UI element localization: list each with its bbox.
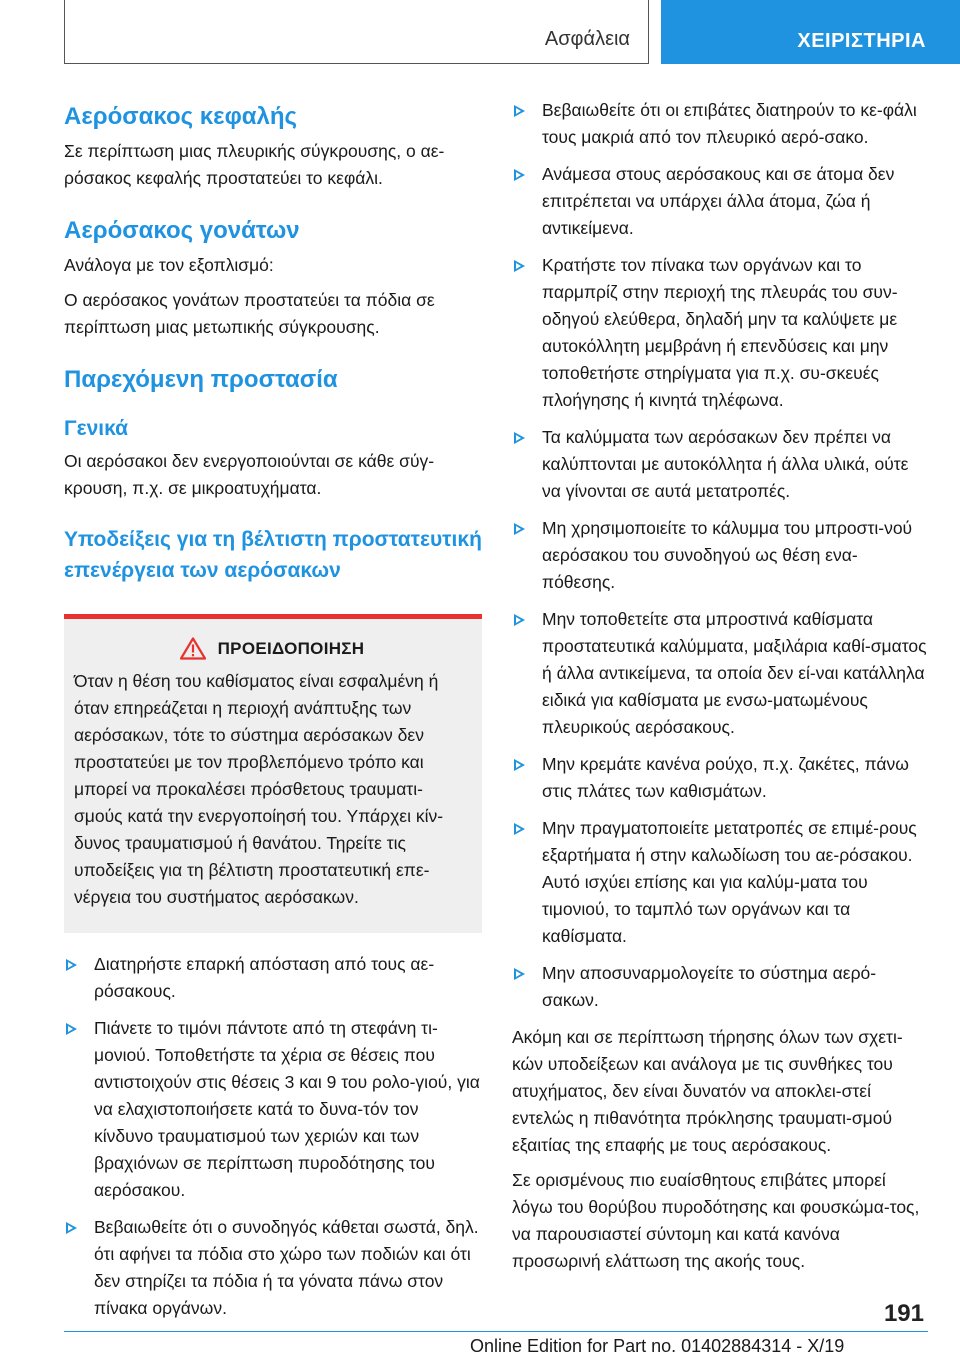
right-column xyxy=(512,97,928,1283)
paragraph-hearing: Σε ορισμένους πιο ευαίσθητους επιβάτες μπορεί λόγω του θορύβου πυροδότησης και φουσκώμα‐τος, να παρουσιαστεί σύντομη και κατά κανόνα προσωρινή ελάττωση της ακοής τους. xyxy=(512,1170,920,1271)
bullet-triangle-icon xyxy=(514,523,525,535)
list-item: Μην τοποθετείτε στα μπροστινά καθίσματα προστατευτικά καλύμματα, μαξιλάρια καθί‐σματος ή άλλα αντικείμενα, τα οποία δεν εί‐ναι κατάλληλα ειδικά για καθίσματα με ενσω‐ματωμένους πλευρικούς αερόσακους. xyxy=(512,606,928,741)
bullet-triangle-icon xyxy=(66,1222,77,1234)
warning-text: Όταν η θέση του καθίσματος είναι εσφαλμένη ή όταν επηρεάζεται η περιοχή ανάπτυξης των αερόσακων, τότε το σύστημα αερόσακων δεν προστατεύει με τον προβλεπόμενο τρόπο και μπορεί να προκαλέσει πρόσθετους τραυματι‐σμούς κατά την ενεργοποίησή του. Υπάρχει κίν‐δυνος τραυματισμού ή θανάτου. Τηρείτε τις υποδείξεις για τη βέλτιστη προστατευτική επε‐νέργεια του συστήματος αερόσακων. xyxy=(74,671,444,907)
paragraph-knee-airbag: Ο αερόσακος γονάτων προστατεύει τα πόδια σε περίπτωση μιας μετωπικής σύγκρουσης. xyxy=(64,290,435,337)
bullet-triangle-icon xyxy=(514,823,525,835)
bullet-triangle-icon xyxy=(514,260,525,272)
heading-tips: Υποδείξεις για τη βέλτιστη προστατευτική επενέργεια των αερόσακων xyxy=(64,528,482,582)
bullet-triangle-icon xyxy=(514,968,525,980)
paragraph-residual-risk: Ακόμη και σε περίπτωση τήρησης όλων των σχετι‐κών υποδείξεων και ανάλογα με τις συνθήκες του ατυχήματος, δεν είναι δυνατόν να αποκλει‐στεί εντελώς η πιθανότητα πρόκλησης τραυματι‐σμού εξαιτίας της επαφής με τους αερόσακους. xyxy=(512,1027,903,1155)
heading-general: Γενικά xyxy=(64,417,129,440)
list-item: Ανάμεσα στους αερόσακους και σε άτομα δεν επιτρέπεται να υπάρχει άλλα άτομα, ζώα ή αντικείμενα. xyxy=(512,161,928,242)
warning-header xyxy=(74,637,470,660)
header-chapter-tab xyxy=(661,0,960,64)
list-item: Πιάνετε το τιμόνι πάντοτε από τη στεφάνη τι‐μονιού. Τοποθετήστε τα χέρια σε θέσεις που αντιστοιχούν στις θέσεις 3 και 9 του ρολο‐γιού, για να ελαχιστοποιήσετε κατά το δυνα‐τόν τον κίνδυνο τραυματισμού των χεριών και των βραχιόνων σε περίπτωση πυροδότησης του αερόσακου. xyxy=(64,1015,482,1204)
bullet-triangle-icon xyxy=(514,169,525,181)
paragraph-general: Οι αερόσακοι δεν ενεργοποιούνται σε κάθε σύγ‐κρουση, π.χ. σε μικροατυχήματα. xyxy=(64,451,435,498)
list-item: Κρατήστε τον πίνακα των οργάνων και το παρμπρίζ στην περιοχή της πλευράς του συν‐οδηγού ελεύθερα, δηλαδή μην τα καλύψετε με αυτοκόλλητη μεμβράνη ή επενδύσεις και μην τοποθετήστε στηρίγματα για π.χ. συ‐σκευές πλοήγησης ή κινητά τηλέφωνα. xyxy=(512,252,928,414)
paragraph-knee-equipment: Ανάλογα με τον εξοπλισμό: xyxy=(64,255,274,275)
left-column xyxy=(64,100,482,1332)
heading-protection: Παρεχόμενη προστασία xyxy=(64,366,338,393)
bullet-triangle-icon xyxy=(66,959,77,971)
list-item: Μη χρησιμοποιείτε το κάλυμμα του μπροστι‐νού αερόσακου του συνοδηγού ως θέση ενα‐πόθεσης. xyxy=(512,515,928,596)
heading-knee-airbag: Αερόσακος γονάτων xyxy=(64,217,300,244)
warning-title: ΠΡΟΕΙΔΟΠΟΙΗΣΗ xyxy=(217,638,365,658)
right-bullet-list xyxy=(512,97,928,1014)
footer-edition: Online Edition for Part no. 01402884314 - X/19 xyxy=(470,1336,845,1356)
list-item: Τα καλύμματα των αερόσακων δεν πρέπει να καλύπτονται με αυτοκόλλητα ή άλλα υλικά, ούτε να γίνονται σε αυτά μετατροπές. xyxy=(512,424,928,505)
paragraph-head-airbag: Σε περίπτωση μιας πλευρικής σύγκρουσης, ο αε‐ρόσακος κεφαλής προστατεύει το κεφάλι. xyxy=(64,141,445,188)
list-item: Μην αποσυναρμολογείτε το σύστημα αερό‐σακων. xyxy=(512,960,928,1014)
bullet-triangle-icon xyxy=(514,759,525,771)
header-section-box xyxy=(64,0,649,64)
page-number: 191 xyxy=(883,1300,924,1327)
bullet-triangle-icon xyxy=(66,1023,77,1035)
header-chapter-title: ΧΕΙΡΙΣΤΗΡΙΑ xyxy=(797,30,926,52)
warning-box xyxy=(64,614,482,933)
list-item: Διατηρήστε επαρκή απόσταση από τους αε‐ρόσακους. xyxy=(64,951,482,1005)
left-bullet-list xyxy=(64,951,482,1322)
list-item: Βεβαιωθείτε ότι ο συνοδηγός κάθεται σωστά, δηλ. ότι αφήνει τα πόδια στο χώρο των ποδιών και ότι δεν στηρίζει τα πόδια ή τα γόνατα πάνω στον πίνακα οργάνων. xyxy=(64,1214,482,1322)
warning-triangle-icon xyxy=(180,637,206,660)
bullet-triangle-icon xyxy=(514,105,525,117)
list-item: Βεβαιωθείτε ότι οι επιβάτες διατηρούν το κε‐φάλι τους μακριά από τον πλευρικό αερό‐σακο. xyxy=(512,97,928,151)
heading-head-airbag: Αερόσακος κεφαλής xyxy=(64,103,297,130)
header-section-title: Ασφάλεια xyxy=(544,28,630,50)
bullet-triangle-icon xyxy=(514,432,525,444)
list-item: Μην πραγματοποιείτε μετατροπές σε επιμέ‐ρους εξαρτήματα ή στην καλωδίωση του αε‐ρόσακου. Αυτό ισχύει επίσης και για καλύμ‐ματα του τιμονιού, το ταμπλό των οργάνων και τα καθίσματα. xyxy=(512,815,928,950)
footer-divider xyxy=(64,1331,928,1332)
list-item: Μην κρεμάτε κανένα ρούχο, π.χ. ζακέτες, πάνω στις πλάτες των καθισμάτων. xyxy=(512,751,928,805)
bullet-triangle-icon xyxy=(514,614,525,626)
